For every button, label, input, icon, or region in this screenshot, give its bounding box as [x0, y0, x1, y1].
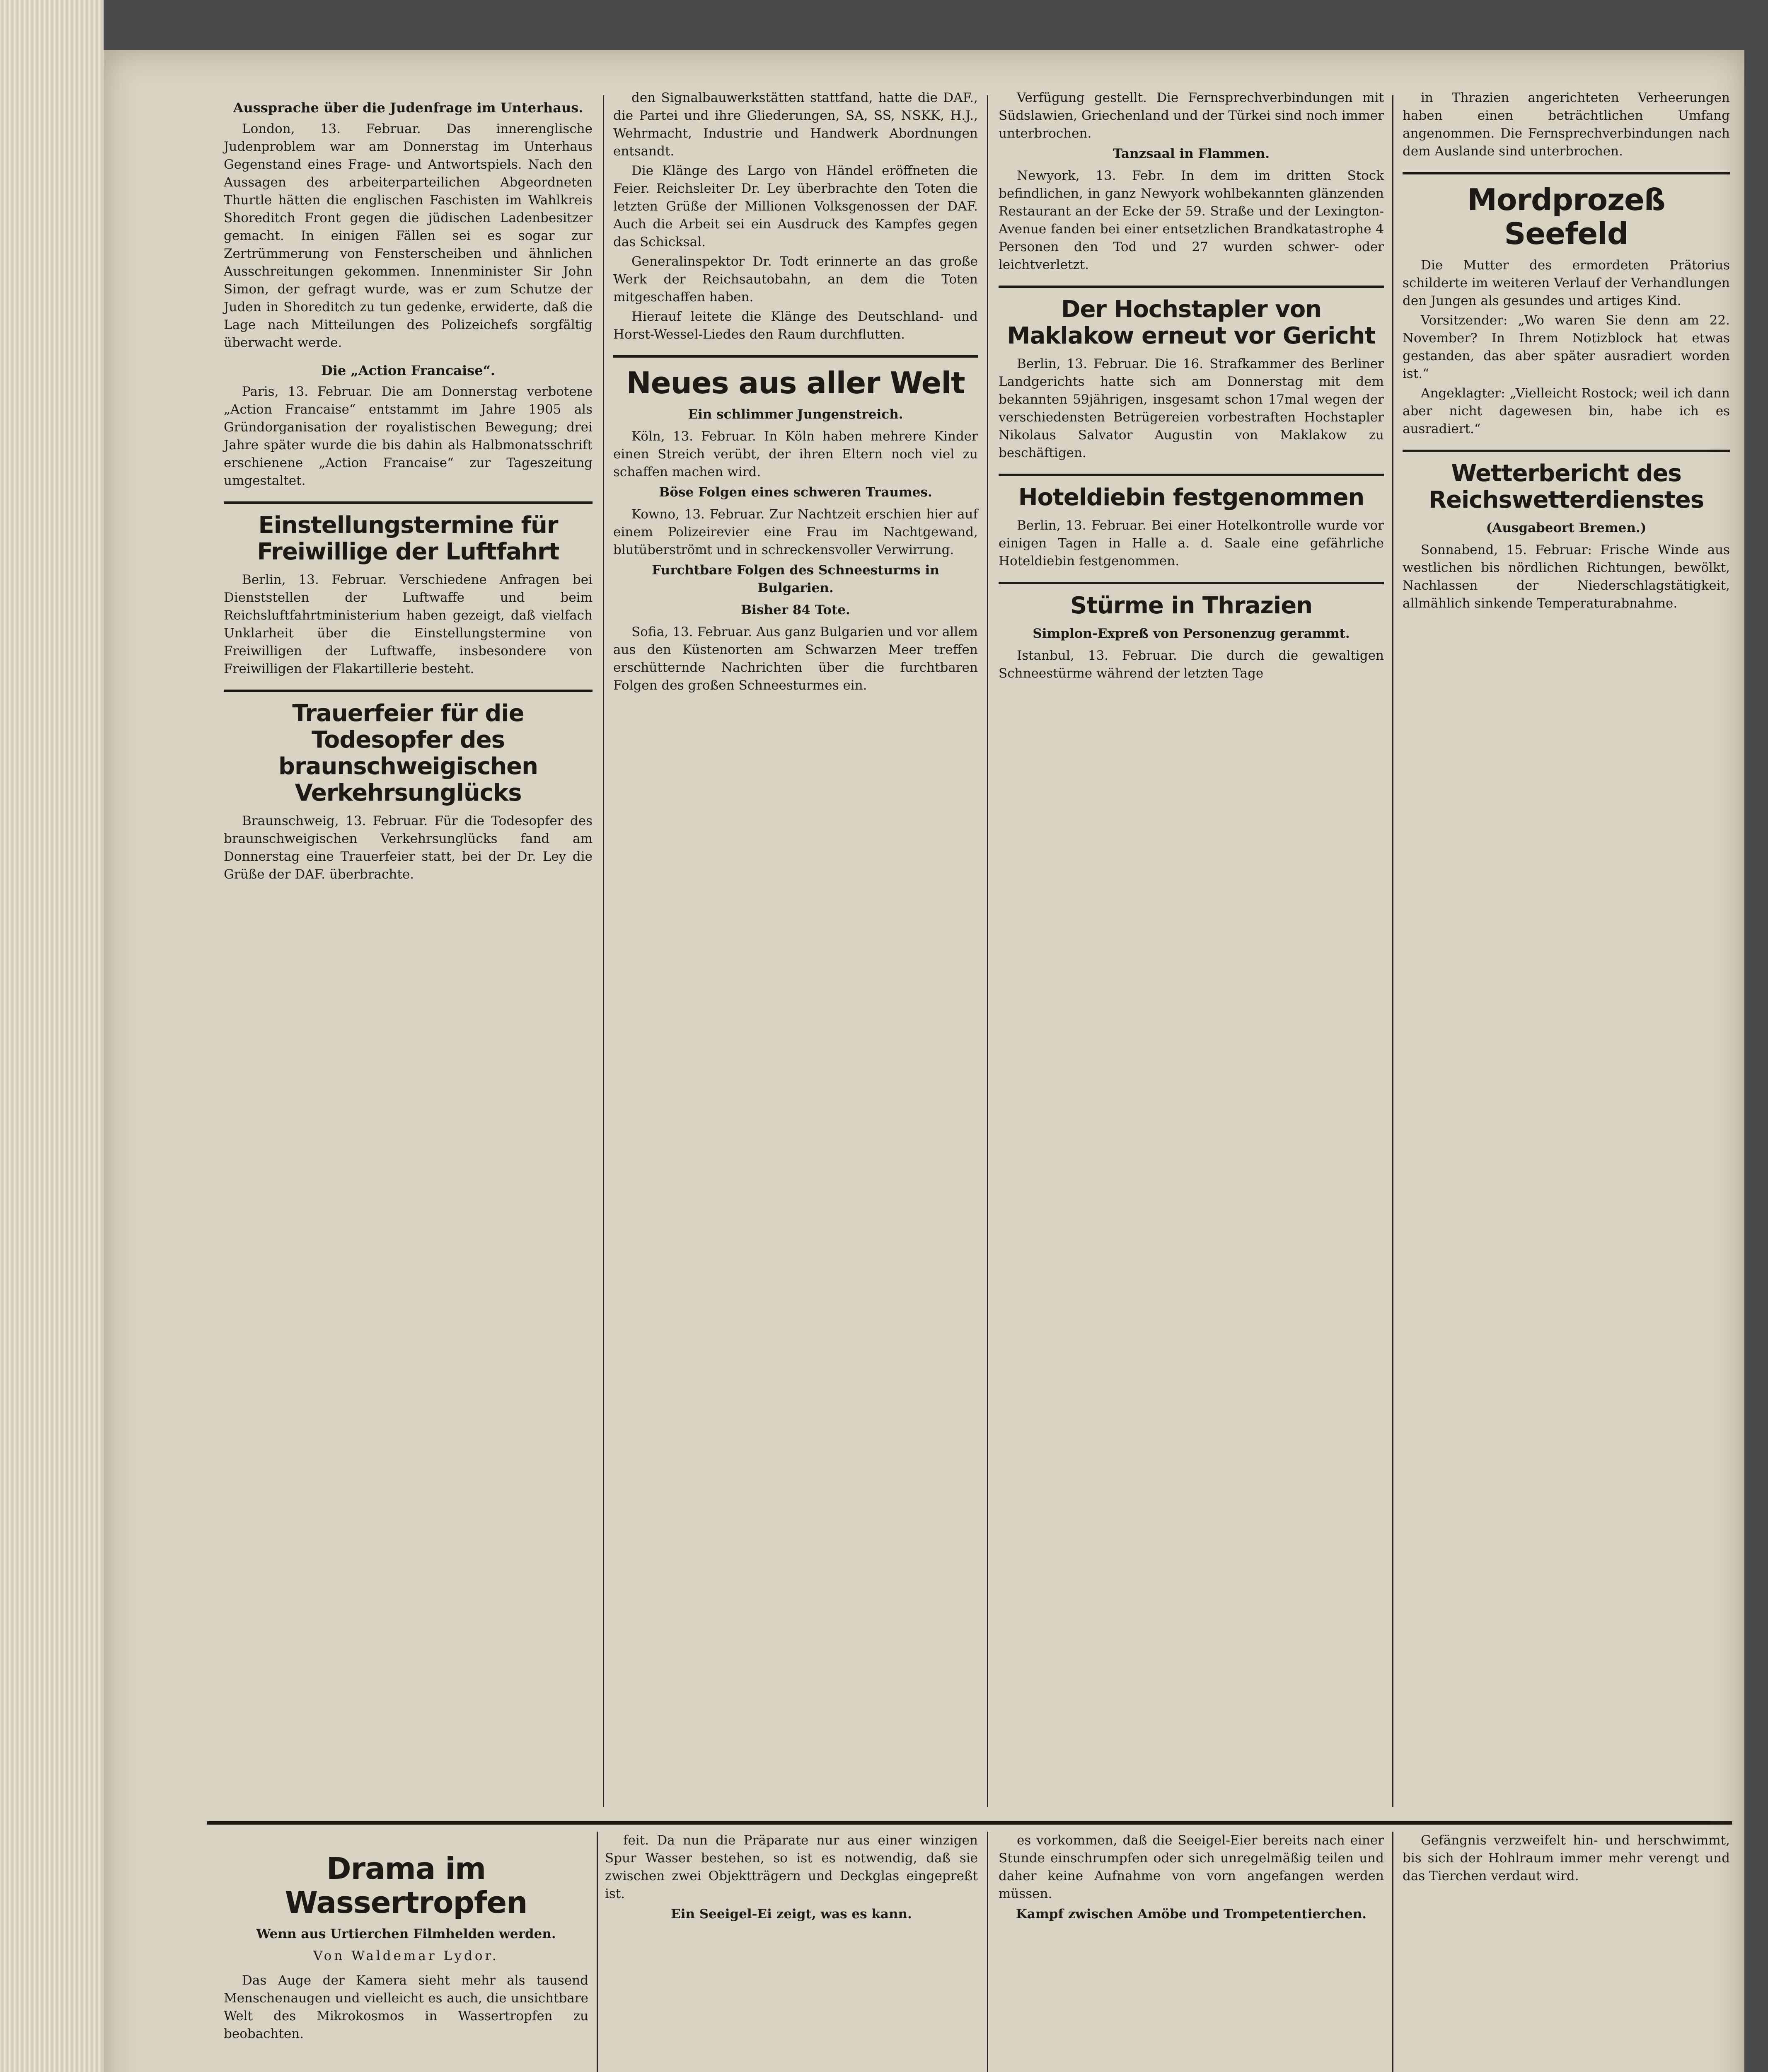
paragraph: es vorkommen, daß die Seeigel-Eier bereits nach einer Stunde einschrumpfen oder sich unregelmäßig teilen und daher keine Aufnahme von vorn angefangen werden müssen. — [999, 1833, 1384, 1901]
paragraph: Hierauf leitete die Klänge des Deutschland- und Horst-Wessel-Liedes den Raum durchflutten. — [613, 309, 978, 342]
paragraph: Angeklagter: „Vielleicht Rostock; weil ich dann aber nicht dagewesen bin, habe ich es ausradiert.“ — [1403, 386, 1730, 436]
paragraph: Sonnabend, 15. Februar: Frische Winde aus westlichen bis nördlichen Richtungen, bewölkt, Nachlassen der Niederschlagstätigkeit, allmählich sinkende Temperaturabnahme. — [1403, 542, 1730, 611]
column-rule — [987, 95, 988, 1807]
kicker: Die „Action Francaise“. — [321, 363, 496, 378]
column-rule — [987, 1832, 988, 2072]
subheadline: Tanzsaal in Flammen. — [1113, 146, 1270, 161]
headline: Mordprozeß Seefeld — [1403, 172, 1730, 251]
paragraph: Newyork, 13. Febr. In dem im dritten Stock befindlichen, in ganz Newyork wohlbekannten glänzenden Restaurant an der Ecke der 59. Straße und der Lexington-Avenue fanden bei einer entsetzlichen Brandkatastrophe 4 Personen den Tod und 27 wurden schwer- oder leichtverletzt. — [999, 168, 1384, 272]
subheadline: (Ausgabeort Bremen.) — [1486, 520, 1647, 535]
feature-column-1 — [224, 1832, 588, 2045]
paragraph: den Signalbauwerkstätten stattfand, hatte die DAF., die Partei und ihre Gliederungen, SA, SS, NSKK, H.J., Wehrmacht, Industrie und Handwerk Abordnungen entsandt. — [613, 90, 978, 159]
paragraph: Generalinspektor Dr. Todt erinnerte an das große Werk der Reichsautobahn, an dem die Toten mitgeschaffen haben. — [613, 254, 978, 305]
headline: Stürme in Thrazien — [999, 582, 1384, 619]
feature-column-3 — [999, 1832, 1384, 1927]
paragraph: Das Auge der Kamera sieht mehr als tausend Menschenaugen und vielleicht es auch, die unsichtbare Welt des Mikrokosmos in Wassertropfen zu beobachten. — [224, 1973, 588, 2041]
subheadline: Furchtbare Folgen des Schneesturms in Bulgarien. — [652, 563, 939, 595]
headline: Einstellungstermine für Freiwillige der Luftfahrt — [224, 501, 593, 565]
paragraph: feit. Da nun die Präparate nur aus einer winzigen Spur Wasser bestehen, so ist es notwendig, daß sie zwischen zwei Objektträgern und Deckglas eingepreßt ist. — [605, 1833, 978, 1901]
column-rule — [597, 1832, 598, 2072]
paragraph: Die Mutter des ermordeten Prätorius schilderte im weiteren Verlauf der Verhandlungen den Jungen als gesundes und artiges Kind. — [1403, 258, 1730, 308]
paragraph: Berlin, 13. Februar. Die 16. Strafkammer des Berliner Landgerichts hatte sich am Donnerstag mit dem bekannten 59jährigen, insgesamt schon 17mal wegen der verschiedensten Betrügereien vorbestraften Hochstapler Nikolaus Salvator Augustin von Maklakow zu beschäftigen. — [999, 356, 1384, 460]
paragraph: Paris, 13. Februar. Die am Donnerstag verbotene „Action Francaise“ entstammt im Jahre 1905 als Gründorganisation der royalistischen Bewegung; drei Jahre später wurde die bis dahin als Halbmonatsschrift erschienene „Action Francaise“ zur Tageszeitung umgestaltet. — [224, 384, 593, 488]
paragraph: Die Klänge des Largo von Händel eröffneten die Feier. Reichsleiter Dr. Ley überbrachte den Toten die letzten Grüße der Millionen Volksgenossen der DAF. Auch die Arbeit sei ein Ausdruck des Kampfes gegen das Schicksal. — [613, 163, 978, 249]
paragraph: Vorsitzender: „Wo waren Sie denn am 22. November? In Ihrem Notizblock hat etwas gestanden, das aber später ausradiert worden ist.“ — [1403, 313, 1730, 381]
column-rule — [1392, 1832, 1393, 2072]
feature-column-4 — [1403, 1832, 1730, 1887]
kicker: Aussprache über die Judenfrage im Unterhaus. — [233, 100, 583, 116]
byline: Von Waldemar Lydor. — [313, 1949, 499, 1963]
subheadline: Bisher 84 Tote. — [741, 603, 850, 617]
feature-column-2 — [605, 1832, 978, 1927]
subheadline: Ein schlimmer Jungenstreich. — [688, 407, 903, 422]
column-3 — [999, 89, 1384, 684]
headline: Der Hochstapler von Maklakow erneut vor Gericht — [999, 286, 1384, 349]
section-divider — [207, 1821, 1732, 1825]
headline: Hoteldiebin festgenommen — [999, 474, 1384, 511]
column-4 — [1403, 89, 1730, 614]
headline: Neues aus aller Welt — [613, 355, 978, 400]
subheadline: Ein Seeigel-Ei zeigt, was es kann. — [671, 1907, 912, 1922]
paragraph: Verfügung gestellt. Die Fernsprechverbindungen mit Südslawien, Griechenland und der Türkei sind noch immer unterbrochen. — [999, 90, 1384, 141]
subheadline: Böse Folgen eines schweren Traumes. — [659, 485, 932, 500]
column-rule — [1392, 95, 1393, 1807]
paragraph: Braunschweig, 13. Februar. Für die Todesopfer des braunschweigischen Verkehrsunglücks fand am Donnerstag eine Trauerfeier statt, bei der Dr. Ley die Grüße der DAF. überbrachte. — [224, 813, 593, 882]
headline: Wetterbericht des Reichswetterdienstes — [1403, 450, 1730, 513]
feature-subheadline: Wenn aus Urtierchen Filmhelden werden. — [256, 1927, 556, 1941]
column-1 — [224, 89, 593, 885]
column-2 — [613, 89, 978, 696]
paragraph: Köln, 13. Februar. In Köln haben mehrere Kinder einen Streich verübt, der ihren Eltern noch viel zu schaffen machen wird. — [613, 429, 978, 479]
subheadline: Kampf zwischen Amöbe und Trompetentierchen. — [1016, 1907, 1367, 1922]
feature-headline: Drama im Wassertropfen — [285, 1851, 527, 1920]
paragraph: in Thrazien angerichteten Verheerungen haben einen beträchtlichen Umfang angenommen. Die Fernsprechverbindungen nach dem Auslande sind unterbrochen. — [1403, 90, 1730, 159]
paragraph: Sofia, 13. Februar. Aus ganz Bulgarien und vor allem aus den Küstenorten am Schwarzen Meer treffen erschütternde Nachrichten über die furchtbaren Folgen des großen Schneesturmes ein. — [613, 625, 978, 693]
paragraph: Berlin, 13. Februar. Bei einer Hotelkontrolle wurde vor einigen Tagen in Halle a. d. Saale eine gefährliche Hoteldiebin festgenommen. — [999, 518, 1384, 569]
paragraph: Istanbul, 13. Februar. Die durch die gewaltigen Schneestürme während der letzten Tage — [999, 648, 1384, 681]
headline: Trauerfeier für die Todesopfer des braunschweigischen Verkehrsunglücks — [224, 690, 593, 806]
paragraph: Kowno, 13. Februar. Zur Nachtzeit erschien hier auf einem Polizeirevier eine Frau im Nachtgewand, blutüberströmt und in schreckensvoller Verwirrung. — [613, 507, 978, 557]
paragraph: London, 13. Februar. Das innerenglische Judenproblem war am Donnerstag im Unterhaus Gegenstand eines Frage- und Antwortspiels. Nach den Aussagen des arbeiterparteilichen Abgeordneten Thurtle hätten die englischen Faschisten im Wahlkreis Shoreditch Front gegen die jüdischen Ladenbesitzer gemacht. In einigen Fällen sei es sogar zur Zertrümmerung von Fensterscheiben und ähnlichen Ausschreitungen gekommen. Innenminister Sir John Simon, der gefragt wurde, was er zum Schutze der Juden in Shoreditch zu tun gedenke, erwiderte, daß die Lage nach Mitteilungen des Polizeichefs sorgfältig überwacht werde. — [224, 121, 593, 350]
paragraph: Berlin, 13. Februar. Verschiedene Anfragen bei Dienststellen der Luftwaffe und beim Reichsluftfahrtministerium haben gezeigt, daß vielfach Unklarheit über die Einstellungstermine von Freiwilligen der Luftwaffe, insbesondere von Freiwilligen der Flakartillerie besteht. — [224, 572, 593, 676]
column-rule — [603, 95, 604, 1807]
subheadline: Simplon-Expreß von Personenzug gerammt. — [1033, 626, 1350, 641]
page-stack-edge — [0, 0, 104, 2072]
paragraph: Gefängnis verzweifelt hin- und herschwimmt, bis sich der Hohlraum immer mehr verengt und das Tierchen verdaut wird. — [1403, 1833, 1730, 1883]
